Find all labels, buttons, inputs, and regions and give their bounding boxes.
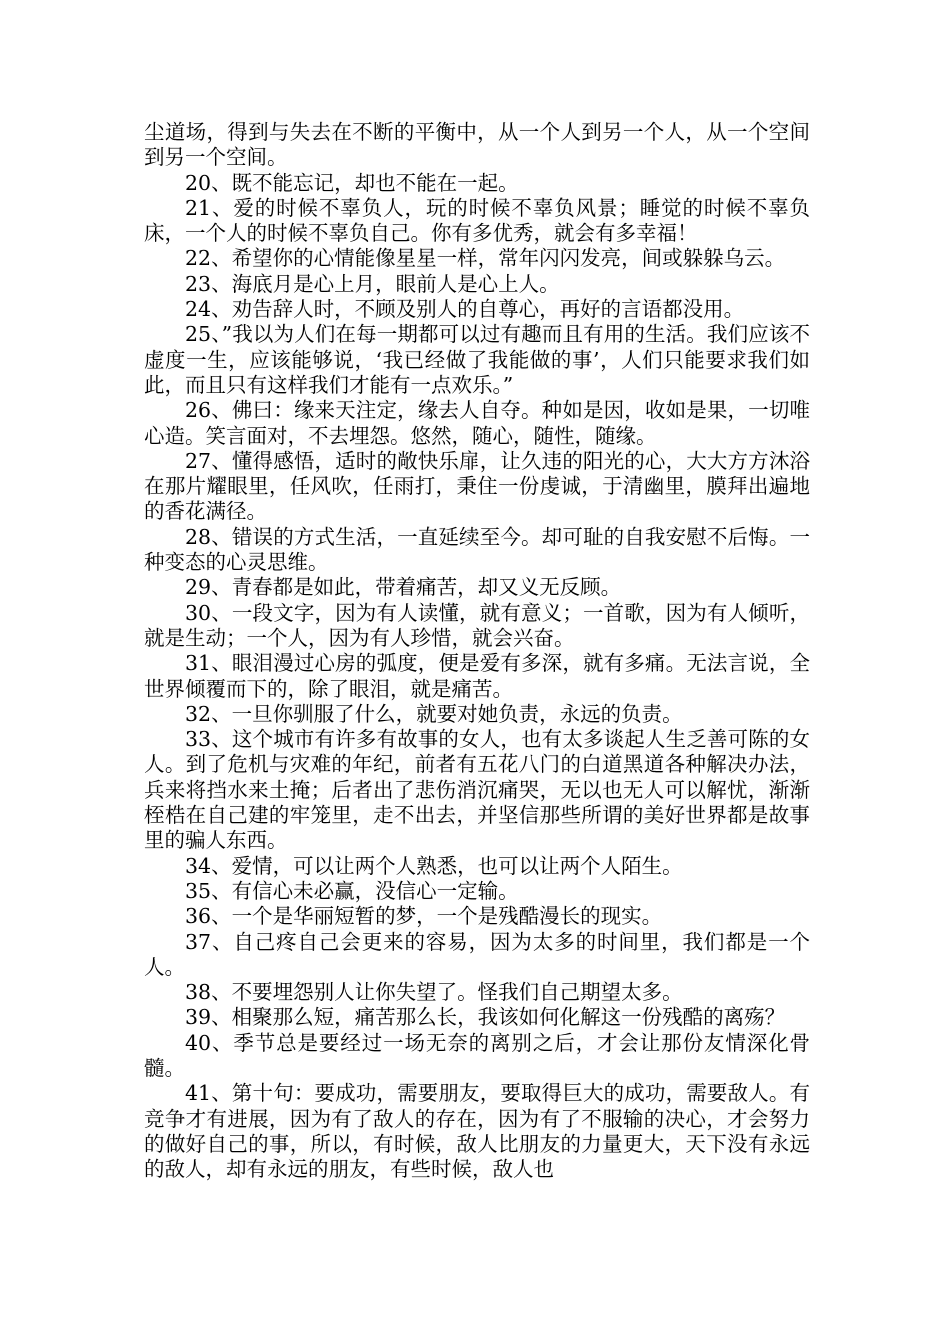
paragraph-26: 26、佛曰：缘来天注定，缘去人自夺。种如是因，收如是果，一切唯心造。笑言面对，不去埋怨。悠然，随心，随性，随缘。	[144, 398, 810, 448]
paragraph-27: 27、懂得感悟，适时的敞快乐扉，让久违的阳光的心，大大方方沐浴在那片耀眼里，任风吹，任雨打，秉住一份虔诚，于清幽里，膜拜出遍地的香花满径。	[144, 448, 810, 524]
paragraph-33: 33、这个城市有许多有故事的女人，也有太多谈起人生乏善可陈的女人。到了危机与灾难的年纪，前者有五花八门的白道黑道各种解决办法，兵来将挡水来土掩；后者出了悲伤消沉痛哭，无以也无人可以解忧，渐渐桎梏在自己建的牢笼里，走不出去，并坚信那些所谓的美好世界都是故事里的骗人东西。	[144, 727, 810, 853]
paragraph-40: 40、季节总是要经过一场无奈的离别之后，才会让那份友情深化骨髓。	[144, 1030, 810, 1080]
paragraph-39: 39、相聚那么短，痛苦那么长，我该如何化解这一份残酷的离殇？	[185, 1005, 786, 1030]
paragraph-28: 28、错误的方式生活，一直延续至今。却可耻的自我安慰不后悔。一种变态的心灵思维。	[144, 524, 810, 575]
paragraph-30: 30、一段文字，因为有人读懂，就有意义；一首歌，因为有人倾听，就是生动；一个人，因为有人珍惜，就会兴奋。	[144, 600, 810, 650]
paragraph-29: 29、青春都是如此，带着痛苦，却又义无反顾。	[185, 575, 622, 600]
paragraph-38: 38、不要埋怨别人让你失望了。怪我们自己期望太多。	[185, 980, 683, 1005]
paragraph-22: 22、希望你的心情能像星星一样，常年闪闪发亮，间或躲躲乌云。	[185, 246, 786, 271]
paragraph-31: 31、眼泪漫过心房的弧度，便是爱有多深，就有多痛。无法言说，全世界倾覆而下的，除了眼泪，就是痛苦。	[144, 651, 810, 701]
paragraph-37: 37、自己疼自己会更来的容易，因为太多的时间里，我们都是一个人。	[144, 929, 810, 979]
paragraph-continuation: 尘道场，得到与失去在不断的平衡中，从一个人到另一个人，从一个空间到另一个空间。	[144, 120, 810, 170]
paragraph-24: 24、劝告辞人时，不顾及别人的自尊心，再好的言语都没用。	[185, 297, 745, 322]
paragraph-36: 36、一个是华丽短暂的梦，一个是残酷漫长的现实。	[185, 904, 663, 929]
paragraph-35: 35、有信心未必赢，没信心一定输。	[185, 878, 519, 903]
paragraph-25: 25、”我以为人们在每一期都可以过有趣而且有用的生活。我们应该不虚度一生，应该能够说，‘我已经做了我能做的事’，人们只能要求我们如此，而且只有这样我们才能有一点欢乐。”	[144, 322, 810, 397]
paragraph-20: 20、既不能忘记，却也不能在一起。	[185, 170, 519, 195]
document-page	[144, 120, 810, 1182]
paragraph-41: 41、第十句：要成功，需要朋友，要取得巨大的成功，需要敌人。有竞争才有进展，因为有了敌人的存在，因为有了不服输的决心，才会努力的做好自己的事，所以，有时候，敌人比朋友的力量更大，天下没有永远的敌人，却有永远的朋友，有些时候，敌人也	[144, 1081, 810, 1182]
paragraph-23: 23、海底月是心上月，眼前人是心上人。	[185, 271, 560, 296]
paragraph-21: 21、爱的时候不辜负人，玩的时候不辜负风景；睡觉的时候不辜负床，一个人的时候不辜负自己。你有多优秀，就会有多幸福！	[144, 195, 810, 246]
paragraph-32: 32、一旦你驯服了什么，就要对她负责，永远的负责。	[185, 701, 683, 726]
paragraph-34: 34、爱情，可以让两个人熟悉，也可以让两个人陌生。	[185, 853, 683, 878]
